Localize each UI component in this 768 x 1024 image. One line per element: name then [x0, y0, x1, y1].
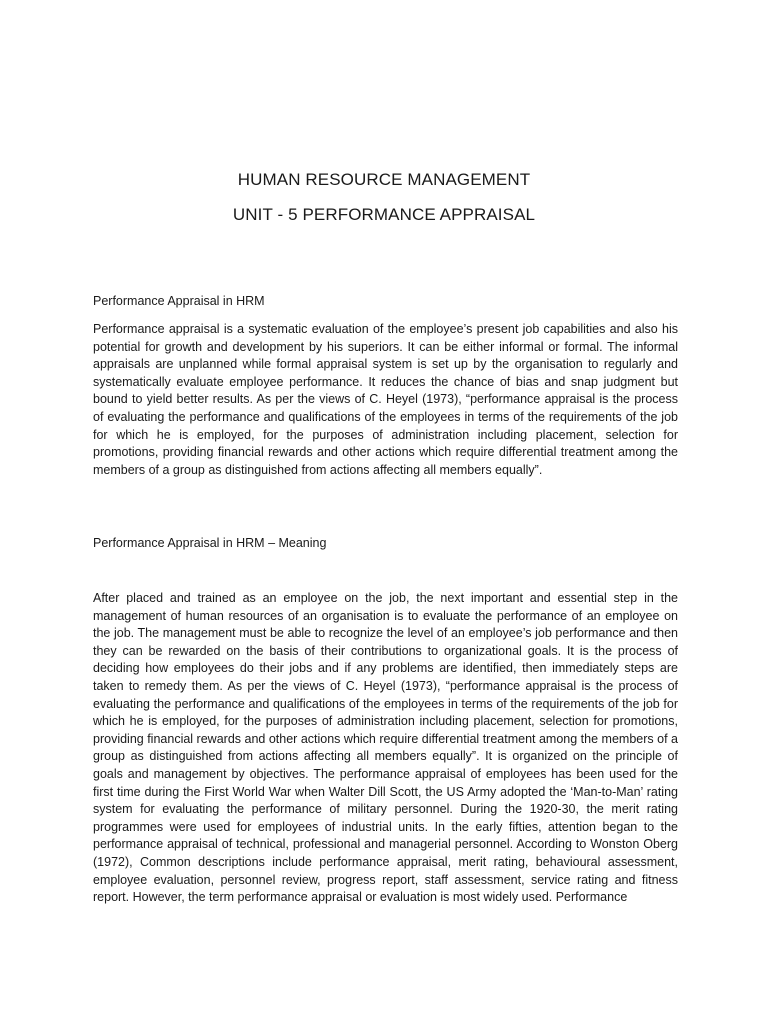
document-subtitle: UNIT - 5 PERFORMANCE APPRAISAL: [232, 205, 536, 224]
section-body-appraisal: Performance appraisal is a systematic evaluation of the employee’s present job capabilities and also his potential for growth and development by his superiors. It can be either informal or formal. The informal appraisals are unplanned while formal appraisal system is set up by the organisation to regularly and systematically evaluate employee performance. It reduces the chance of bias and snap judgment but bound to yield better results. As per the views of C. Heyel (1973), “performance appraisal is the process of evaluating the performance and qualifications of the employees in terms of the requirements of the job for which he is employed, for the purposes of administration including placement, selection for promotions, providing financial rewards and other actions which require differential treatment among the members of a group as distinguished from actions affecting all members equally”.: [93, 322, 678, 477]
section-heading-appraisal: Performance Appraisal in HRM: [93, 294, 265, 308]
section-body-meaning: After placed and trained as an employee on the job, the next important and essential step in the management of human resources of an organisation is to evaluate the performance of an employee on the job. The management must be able to recognize the level of an employee’s job performance and then they can be rewarded on the basis of their contributions to organizational goals. It is the process of deciding how employees do their jobs and if any problems are identified, then immediately steps are taken to remedy them. As per the views of C. Heyel (1973), “performance appraisal is the process of evaluating the performance and qualifications of the employees in terms of the requirements of the job for which he is employed, for the purposes of administration including placement, selection for promotions, providing financial rewards and other actions which require differential treatment among the members of a group as distinguished from actions affecting all members equally”. It is organized on the principle of goals and management by objectives. The performance appraisal of employees has been used for the first time during the First World War when Walter Dill Scott, the US Army adopted the ‘Man-to-Man’ rating system for evaluating the performance of military personnel. During the 1920-30, the merit rating programmes were used for employees of industrial units. In the early fifties, attention began to the performance appraisal of technical, professional and managerial personnel. According to Wonston Oberg (1972), Common descriptions include performance appraisal, merit rating, behavioural assessment, employee evaluation, personnel review, progress report, staff assessment, service rating and fitness report. However, the term performance appraisal or evaluation is most widely used. Performance: [93, 591, 678, 905]
section-heading-meaning: Performance Appraisal in HRM – Meaning: [93, 536, 327, 550]
document-title: HUMAN RESOURCE MANAGEMENT: [237, 170, 531, 189]
